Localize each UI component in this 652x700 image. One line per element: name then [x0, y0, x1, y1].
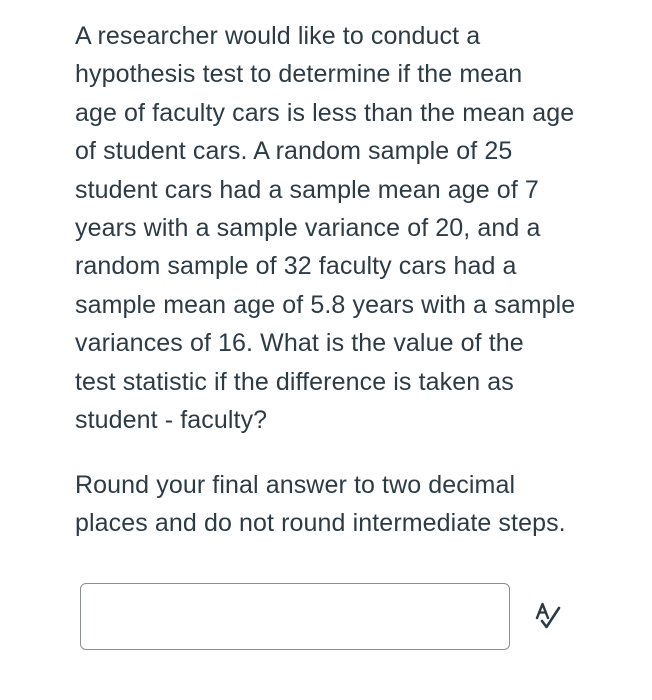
spellcheck-icon-glyph	[533, 600, 567, 634]
question-line: variances of 16. What is the value of the	[75, 329, 524, 358]
question-line: random sample of 32 faculty cars had a	[75, 252, 517, 281]
question-line: test statistic if the difference is taken as	[75, 367, 514, 396]
question-line: of student cars. A random sample of 25	[75, 137, 513, 166]
question-line: sample mean age of 5.8 years with a sample	[75, 290, 576, 319]
question-line: age of faculty cars is less than the mean age	[75, 98, 575, 127]
answer-input[interactable]	[80, 583, 510, 650]
instruction-line: places and do not round intermediate steps.	[75, 509, 566, 538]
question-line: hypothesis test to determine if the mean	[75, 60, 523, 89]
question-line: A researcher would like to conduct a	[75, 22, 481, 50]
question-text	[75, 17, 620, 439]
question-line: student cars had a sample mean age of 7	[75, 175, 539, 204]
question-line: student - faculty?	[75, 406, 268, 435]
instruction-line: Round your final answer to two decimal	[75, 471, 516, 499]
question-line: years with a sample variance of 20, and a	[75, 214, 541, 243]
rounding-instruction	[75, 466, 620, 543]
spellcheck-icon[interactable]	[533, 600, 567, 634]
